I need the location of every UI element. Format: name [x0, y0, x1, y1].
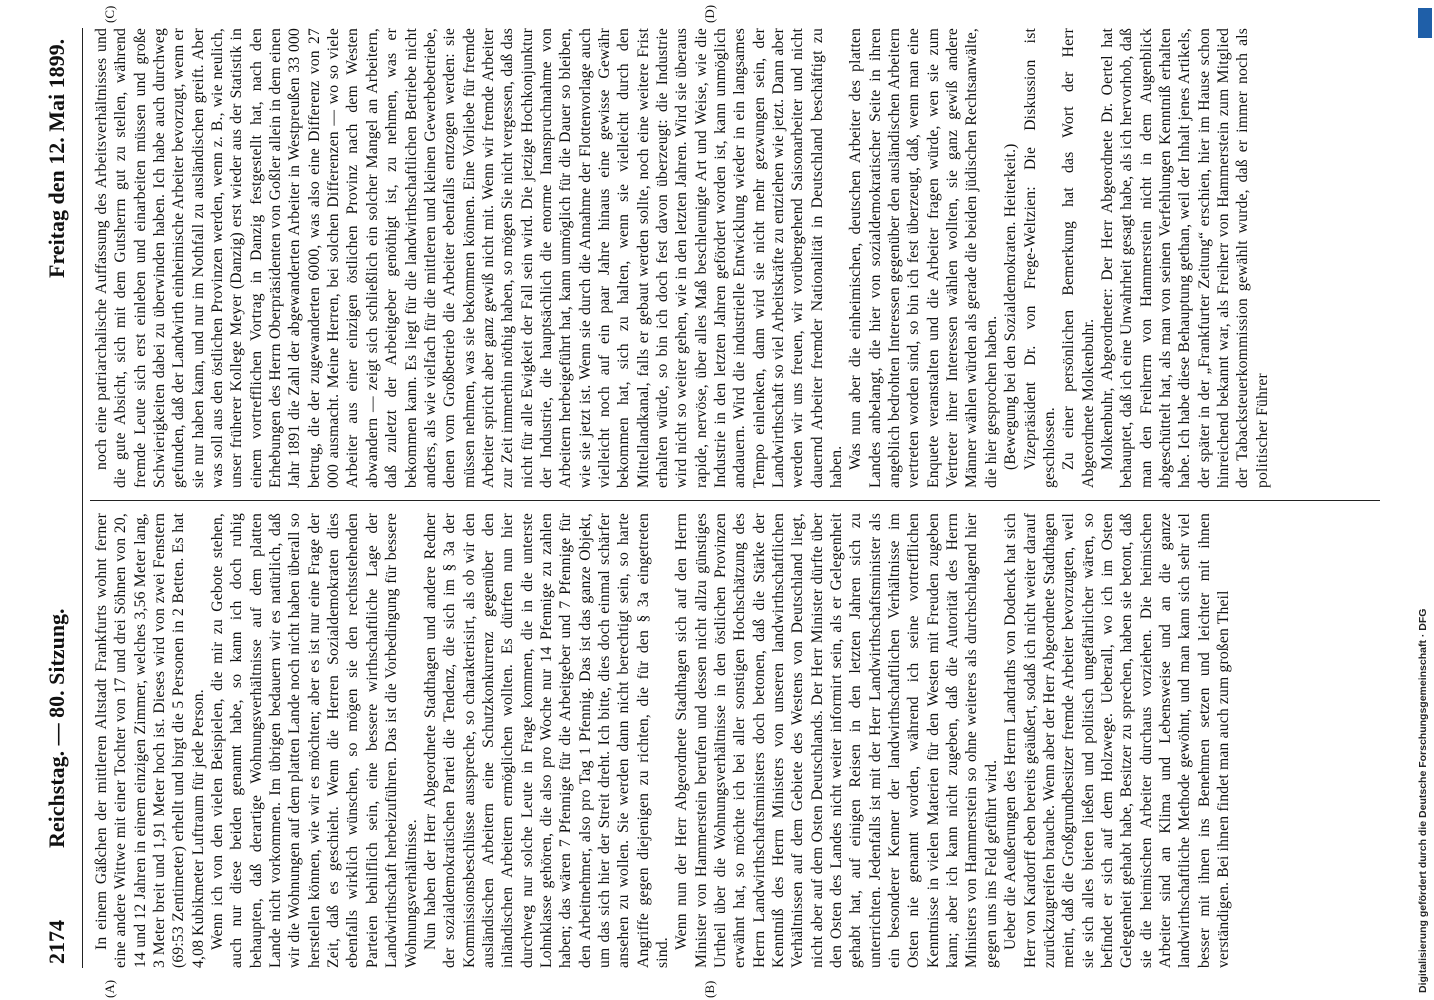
header-rule — [82, 28, 83, 968]
paragraph: Wenn ich von den vielen Beispielen, die mir zu Gebote stehen, auch nur diese beiden genannt habe, so kann ich doch ruhig behaupten, daß derartige Wohnungsverhältnisse auf dem platten Lande nicht vorkommen. Im übrigen bedauern wir es natürlich, daß wir die Wohnungen auf dem platten Lande noch nicht haben überall so herstellen können, wie wir es möchten; aber es ist nur eine Frage der Zeit, daß es geschieht. Wenn die Herren Sozialdemokraten dies ebenfalls wirklich wünschen, so mögen sie den rechtsstehenden Parteien behilflich sein, eine bessere wirthschaftliche Lage der Landwirthschaft herbeizuführen. Das ist die Vorbedingung für bessere Wohnungsverhältnisse. — [209, 513, 420, 968]
paragraph: Molkenbuhr, Abgeordneter: Der Herr Abgeordnete Dr. Oertel hat behauptet, daß ich eine Unwahrheit gesagt habe, als ich hervorhob, daß man den Freiherrn von Hammerstein nicht in dem Augenblick abgeschüttelt hat, als man von seinen Verfehlungen Kenntniß erhalten habe. Ich habe diese Behauptung gethan, weil der Inhalt jenes Artikels, der später in der „Frankfurter Zeitung“ erschien, hier im Hause schon hinreichend bekannt war, als Freiherr von Hammerstein zum Mitglied der Tabacksteuerkommission gewählt wurde, daß er immer noch als politischer Führer — [1098, 28, 1271, 488]
margin-marker-b: (B) — [702, 980, 717, 998]
paragraph: Wenn nun der Herr Abgeordnete Stadthagen sich auf den Herrn Minister von Hammerstein berufen und dessen nicht allzu günstiges Urtheil über die Wohnungsverhältnisse in den östlichen Provinzen erwähnt hat, so möchte ich bei aller sonstigen Hochschätzung des Herrn Landwirthschaftsministers doch betonen, daß die Stärke der Kenntniß des Herrn Ministers von unseren landwirthschaftlichen Verhältnissen auf dem Gebiete des Westens von Deutschland liegt, nicht aber auf dem Osten Deutschlands. Der Herr Minister dürfte über den Osten des Landes nicht weiter informirt sein, als er Gelegenheit gehabt hat, auf einigen Reisen in den letzten Jahren sich zu unterrichten. Jedenfalls ist mit der Herr Landwirthschaftsminister als ein besonderer Kenner der landwirthschaftlichen Verhältnisse im Osten nie genannt worden, während ich seine vortrefflichen Kenntnisse in vielen Materien für den Westen mit Freuden zugeben kann; aber ich kann nicht zugeben, daß die Autorität des Herrn Ministers von Hammerstein so ohne weiteres als durchschlagend hier gegen uns ins Feld geführt wird. — [673, 513, 1000, 968]
column-divider — [90, 500, 1380, 501]
paragraph: In einem Gäßchen der mittleren Altstadt Frankfurts wohnt ferner eine andere Wittwe mit einer Tochter von 17 und drei Söhnen von 20, 14 und 12 Jahren in einem einzigen Zimmer, welches 3,56 Meter lang, 3 Meter breit und 1,91 Meter hoch ist. Dieses wird von zwei Fenstern (69:53 Zentimeter) erhellt und birgt die 5 Personen in 2 Betten. Es hat 4,08 Kubikmeter Luftraum für jede Person. — [93, 513, 207, 968]
paragraph: Was nun aber die einheimischen, deutschen Arbeiter des platten Landes anbelangt, die hier von sozialdemokratischer Seite in ihren angeblich bedrohten Interessen gegenüber den ausländischen Arbeitern vertreten worden sind, so bin ich fest überzeugt, daß, wenn man eine Enquete veranstalten und die Arbeiter fragen würde, wen sie zum Vertreter ihrer Interessen wählen wollten, sie ganz gewiß andere Männer wählen würden als gerade die beiden jüdischen Rechtsanwälte, die hier gesprochen haben. — [847, 28, 1000, 488]
dfg-logo — [1418, 8, 1432, 38]
session-date: Freitag den 12. Mai 1899. — [44, 38, 69, 278]
page-header — [42, 28, 76, 968]
margin-marker-d: (D) — [702, 4, 717, 23]
digitization-sidebar — [1416, 8, 1430, 993]
session-title: Reichstag. — 80. Sitzung. — [44, 608, 69, 848]
margin-marker-c: (C) — [102, 5, 117, 23]
page-number: 2174 — [44, 920, 69, 964]
paragraph: Nun haben der Herr Abgeordnete Stadthagen und andere Redner der sozialdemokratischen Partei die Tendenz, die sich im § 3a der Kommissionsbeschlüsse ausspreche, so charakterisirt, als ob wir den ausländischen Arbeitern eine Schutzkonkurrenz gegenüber den inländischen Arbeitern ermöglichen wollten. Es dürften nun hier durchweg nur solche Leute in Frage kommen, die in die unterste Lohnklasse gehören, die also pro Woche nur 14 Pfennige zu zahlen haben; das wären 7 Pfennige für die Arbeitgeber und 7 Pfennige für den Arbeitnehmer, also pro Tag 1 Pfennig. Das ist das ganze Objekt, um das sich hier der Streit dreht. Ich bitte, dies doch einmal schärfer ansehen zu wollen. Sie werden dann nicht berechtigt sein, so harte Angriffe gegen diejenigen zu richten, die für den § 3a eingetreten sind. — [421, 513, 671, 968]
paragraph: noch eine patriarchalische Auffassung des Arbeitsverhältnisses und die gute Absicht, sich mit dem Gutsherrn gut zu stellen, während fremde Leute sich erst einleben und einarbeiten müssen und große Schwierigkeiten dabei zu überwinden haben. Ich habe auch durchweg gefunden, daß der Landwirth einheimische Arbeiter bevorzugt, wenn er sie nur haben kann, und nur im Nothfall zu ausländischen greift. Aber was soll aus den östlichen Provinzen werden, wenn z. B., wie neulich, unser früherer Kollege Meyer (Danzig) erst wieder aus der Statistik in einem vortrefflichen Vortrag in Danzig festgestellt hat, nach den Erhebungen des Herrn Oberpräsidenten von Goßler allein in dem einen Jahr 1891 die Zahl der abgewanderten Arbeiter in Westpreußen 33 000 betrug, die der zugewanderten 6000, was also eine Differenz von 27 000 ausmacht. Meine Herren, bei solchen Differenzen — wo so viele Arbeiter aus einer einzigen östlichen Provinz nach dem Westen abwandern — zeigt sich schließlich ein solcher Mangel an Arbeitern, daß zuletzt der Arbeitgeber genöthigt ist, zu nehmen, was er bekommen kann. Es liegt für die landwirthschaftlichen Betriebe nicht anders, als wie vielfach für die mittleren und kleinen Gewerbebetriebe, denen vom Großbetrieb die Arbeiter ebenfalls entzogen werden: sie müssen nehmen, was sie bekommen können. Eine Vorliebe für fremde Arbeiter spricht aber ganz gewiß nicht mit. Wenn wir fremde Arbeiter zur Zeit immerhin nöthig haben, so mögen Sie nicht vergessen, daß das nicht für alle Ewigkeit der Fall sein wird. Die jetzige Hochkonjunktur der Industrie, die hauptsächlich die enorme Inanspruchnahme von Arbeitern herbeigeführt hat, kann unmöglich für die Dauer so bleiben, wie sie jetzt ist. Wenn sie durch die Annahme der Flottenvorlage auch vielleicht noch auf ein paar Jahre hinaus eine gewisse Gewähr bekommen hat, sich zu halten, wenn sie vielleicht durch den Mittellandkanal, falls er gebaut werden sollte, noch eine weitere Frist erhalten würde, so bin ich doch fest davon überzeugt: die Industrie wird nicht so weiter gehen, wie in den letzten Jahren. Wird sie überaus rapide, nervöse, über alles Maß beschleunigte Art und Weise, wie die Industrie in den letzten Jahren gefördert worden ist, kann unmöglich andauern. Wird die industrielle Entwicklung wieder in ein langsames Tempo einlenken, dann wird sie nicht mehr gezwungen sein, der Landwirthschaft so viel Arbeitskräfte zu entziehen wie jetzt. Dann aber werden wir uns freuen, wir vorübergehend Saisonarbeiter und nicht dauernd Arbeiter fremder Nationalität in Deutschland beschäftigt zu haben. — [93, 28, 846, 488]
digitization-note: Digitalisierung gefördert durch die Deutsche Forschungsgemeinschaft · DFG — [1417, 608, 1429, 993]
paragraph: (Bewegung bei den Sozialdemokraten. Heiterkeit.) — [1002, 143, 1020, 470]
rotated-page — [42, 4, 1382, 998]
paragraph: Ueber die Aeußerungen des Herrn Landraths von Dodenck hat sich Herr von Kardorff eben bereits geäußert, sodaß ich nicht weiter darauf zurückzugreifen brauche. Wenn aber der Herr Abgeordnete Stadthagen meint, daß die Großgrundbesitzer fremde Arbeiter bevorzugten, weil sie sich alles bieten ließen und politisch ungefährlicher wären, so befindet er sich auf dem Holzwege. Ueberall, wo ich im Osten Gelegenheit gehabt habe, Besitzer zu sprechen, haben sie betont, daß sie die heimischen Arbeiter durchaus vorziehen. Die heimischen Arbeiter sind an Klima und Lebensweise und an die ganze landwirthschaftliche Methode gewöhnt, und man kann sich sehr viel besser mit ihnen ins Benehmen setzen und leichter mit ihnen verständigen. Bei ihnen findet man auch zum großen Theil — [1002, 513, 1232, 968]
paragraph: Zu einer persönlichen Bemerkung hat das Wort der Herr Abgeordnete Molkenbuhr. — [1060, 28, 1097, 488]
text-column-right — [92, 28, 1377, 488]
margin-marker-a: (A) — [102, 979, 117, 998]
paragraph: Vizepräsident Dr. von Frege-Weltzien: Die Diskussion ist geschlossen. — [1021, 28, 1058, 488]
text-column-left — [92, 513, 1377, 968]
